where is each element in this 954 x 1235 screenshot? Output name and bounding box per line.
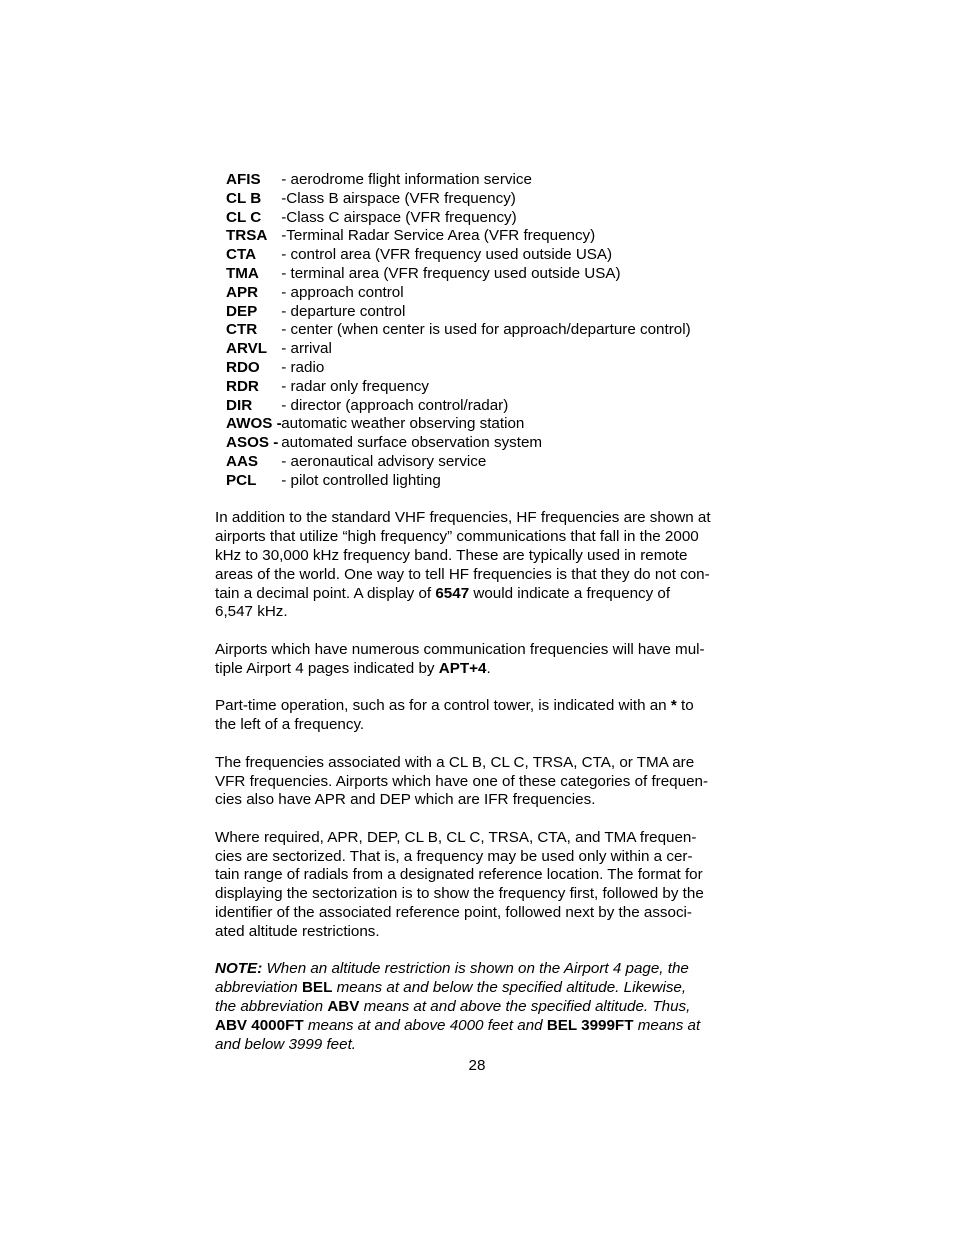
page-number: 28: [468, 1057, 486, 1074]
abbreviation-definition: automatic weather observing station: [277, 415, 525, 433]
paragraph-sectorization: [215, 829, 730, 942]
text-run: tain a decimal point. A display of: [215, 584, 436, 602]
abbreviation-item: [226, 434, 735, 453]
text-run: abbreviation: [215, 979, 302, 997]
paragraph-multiple-pages: [215, 641, 730, 679]
abbreviation-definition: - arrival: [277, 340, 332, 358]
bold-page-indicator: APT+4: [438, 659, 487, 677]
abbreviation-term: RDO: [226, 358, 260, 376]
bold-asterisk: *: [670, 697, 677, 715]
text-run: tiple Airport 4 pages indicated by: [215, 659, 439, 677]
abbreviation-item: [226, 378, 735, 397]
abbreviation-item: [226, 321, 735, 340]
abbreviation-item: [226, 209, 735, 228]
paragraph-vfr-frequencies: [215, 754, 730, 810]
abbreviation-term: RDR: [226, 377, 259, 395]
text-run: Part-time operation, such as for a control tower, is indicated with an: [215, 697, 671, 715]
text-run: means at and above 4000 feet and: [303, 1016, 547, 1034]
abbreviation-definition: -Class C airspace (VFR frequency): [277, 208, 517, 226]
bold-abbreviation-bel: BEL: [301, 979, 333, 997]
abbreviation-definition: - terminal area (VFR frequency used outside USA): [277, 264, 621, 282]
text-line: areas of the world. One way to tell HF frequencies is that they do not con-: [215, 565, 710, 583]
abbreviation-list: [226, 171, 735, 491]
manual-page: [215, 171, 735, 1054]
abbreviation-item: [226, 397, 735, 416]
abbreviation-definition: - aerodrome flight information service: [277, 171, 532, 188]
abbreviation-definition: - radio: [277, 358, 325, 376]
abbreviation-definition: - radar only frequency: [277, 377, 429, 395]
abbreviation-item: [226, 246, 735, 265]
paragraph-hf-frequencies: [215, 509, 730, 622]
text-run: the abbreviation: [215, 998, 328, 1016]
abbreviation-term: CTR: [226, 321, 258, 339]
text-run: When an altitude restriction is shown on the Airport 4 page, the: [262, 960, 689, 978]
abbreviation-item: [226, 171, 735, 190]
abbreviation-definition: -Terminal Radar Service Area (VFR frequency): [277, 227, 596, 245]
text-line: [215, 660, 730, 679]
text-run: .: [486, 659, 491, 677]
abbreviation-item: [226, 265, 735, 284]
abbreviation-term: DIR: [226, 396, 253, 414]
text-line: [215, 585, 730, 604]
text-line: 6,547 kHz.: [215, 603, 288, 621]
abbreviation-definition: - control area (VFR frequency used outside USA): [277, 246, 613, 264]
abbreviation-item: [226, 227, 735, 246]
abbreviation-term: PCL: [226, 471, 257, 489]
abbreviation-item: [226, 472, 735, 491]
abbreviation-term: CL C: [226, 208, 262, 226]
abbreviation-term: ASOS -: [226, 434, 279, 452]
bold-abbreviation-abv: ABV: [327, 998, 360, 1016]
note-altitude-restriction: [215, 960, 730, 1054]
abbreviation-term: TRSA: [226, 227, 268, 245]
abbreviation-term: APR: [226, 283, 259, 301]
abbreviation-item: [226, 303, 735, 322]
text-line: and below 3999 feet.: [215, 1035, 357, 1053]
abbreviation-definition: - aeronautical advisory service: [277, 452, 487, 470]
abbreviation-item: [226, 190, 735, 209]
text-line: The frequencies associated with a CL B, CL C, TRSA, CTA, or TMA are: [215, 753, 695, 771]
bold-example-abv: ABV 4000FT: [215, 1016, 304, 1034]
text-run: means at and below the specified altitude. Likewise,: [332, 979, 687, 997]
abbreviation-term: AAS: [226, 452, 259, 470]
abbreviation-definition: - center (when center is used for approach/departure control): [277, 321, 691, 339]
text-line: identifier of the associated reference point, followed next by the associ-: [215, 904, 692, 922]
text-run: means at and above the specified altitude. Thus,: [359, 998, 691, 1016]
text-run: means at: [633, 1016, 701, 1034]
text-run: to: [676, 697, 694, 715]
text-line: [215, 998, 730, 1017]
abbreviation-term: CTA: [226, 246, 257, 264]
text-line: displaying the sectorization is to show the frequency first, followed by the: [215, 885, 704, 903]
abbreviation-item: [226, 284, 735, 303]
abbreviation-definition: - pilot controlled lighting: [277, 471, 441, 489]
abbreviation-definition: - director (approach control/radar): [277, 396, 509, 414]
paragraph-part-time: [215, 697, 730, 735]
abbreviation-term: DEP: [226, 302, 258, 320]
abbreviation-term: ARVL: [226, 340, 268, 358]
text-line: the left of a frequency.: [215, 716, 365, 734]
text-run: would indicate a frequency of: [469, 584, 671, 602]
abbreviation-item: [226, 340, 735, 359]
abbreviation-item: [226, 415, 735, 434]
text-line: [215, 979, 730, 998]
text-line: airports that utilize “high frequency” communications that fall in the 2000: [215, 528, 699, 546]
text-line: [215, 697, 730, 716]
abbreviation-item: [226, 359, 735, 378]
text-line: Airports which have numerous communication frequencies will have mul-: [215, 640, 705, 658]
text-line: ated altitude restrictions.: [215, 922, 380, 940]
bold-frequency-example: 6547: [435, 584, 470, 602]
abbreviation-definition: -Class B airspace (VFR frequency): [277, 189, 516, 207]
abbreviation-term: AWOS -: [226, 415, 282, 433]
abbreviation-item: [226, 453, 735, 472]
note-label: NOTE:: [215, 960, 263, 978]
text-line: kHz to 30,000 kHz frequency band. These are typically used in remote: [215, 546, 688, 564]
text-line: [215, 1017, 730, 1036]
abbreviation-definition: automated surface observation system: [277, 434, 543, 452]
text-line: cies also have APR and DEP which are IFR frequencies.: [215, 791, 596, 809]
text-line: tain range of radials from a designated reference location. The format for: [215, 866, 703, 884]
abbreviation-term: CL B: [226, 189, 262, 207]
bold-example-bel: BEL 3999FT: [546, 1016, 634, 1034]
abbreviation-definition: - approach control: [277, 283, 404, 301]
text-line: In addition to the standard VHF frequencies, HF frequencies are shown at: [215, 509, 711, 527]
text-line: VFR frequencies. Airports which have one of these categories of frequen-: [215, 772, 709, 790]
abbreviation-definition: - departure control: [277, 302, 406, 320]
text-line: cies are sectorized. That is, a frequency may be used only within a cer-: [215, 847, 693, 865]
text-line: Where required, APR, DEP, CL B, CL C, TRSA, CTA, and TMA frequen-: [215, 828, 697, 846]
abbreviation-term: AFIS: [226, 171, 261, 188]
text-line: [215, 960, 730, 979]
abbreviation-term: TMA: [226, 264, 259, 282]
